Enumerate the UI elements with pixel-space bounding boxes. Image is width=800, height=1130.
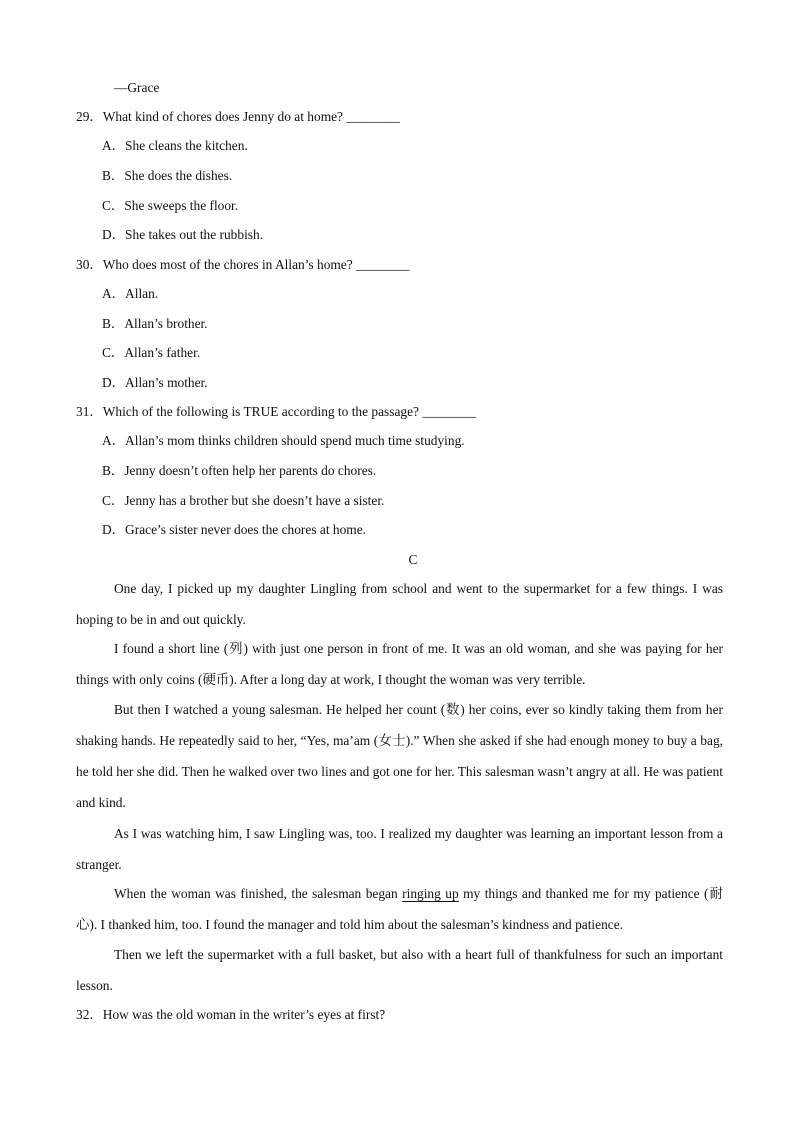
section-label: C bbox=[408, 552, 418, 567]
question-30-stem: 30．Who does most of the chores in Allan’s home? ________ bbox=[76, 257, 410, 272]
paragraph-5-text-after: my things and thanked me for my patience (耐心). I thanked him, too. I found the manager and told him about the salesman’s kindness and patience. bbox=[76, 886, 723, 932]
question-29-option-a: A．She cleans the kitchen. bbox=[102, 138, 248, 153]
question-30-option-b: B．Allan’s brother. bbox=[102, 316, 208, 331]
question-31-option-c: C．Jenny has a brother but she doesn’t have a sister. bbox=[102, 493, 385, 508]
question-30-option-c: C．Allan’s father. bbox=[102, 345, 201, 360]
question-29-stem: 29．What kind of chores does Jenny do at home? ________ bbox=[76, 109, 400, 124]
question-30-option-a: A．Allan. bbox=[102, 286, 159, 301]
paragraph-5-text-before: When the woman was finished, the salesman began bbox=[114, 886, 403, 901]
letter-signature: —Grace bbox=[114, 80, 160, 95]
passage-paragraph-2: I found a short line (列) with just one person in front of me. It was an old woman, and she was paying for her things with only coins (硬币). After a long day at work, I thought the woman was very terrible. bbox=[76, 641, 723, 687]
question-29-option-c: C．She sweeps the floor. bbox=[102, 198, 239, 213]
question-31-stem: 31．Which of the following is TRUE according to the passage? ________ bbox=[76, 404, 476, 419]
question-30-option-d: D．Allan’s mother. bbox=[102, 375, 208, 390]
passage-paragraph-6: Then we left the supermarket with a full basket, but also with a heart full of thankfulness for such an important lesson. bbox=[76, 947, 723, 993]
question-32-stem: 32．How was the old woman in the writer’s eyes at first? bbox=[76, 1007, 386, 1022]
underlined-phrase: ringing up bbox=[402, 886, 459, 901]
question-29-option-d: D．She takes out the rubbish. bbox=[102, 227, 264, 242]
passage-paragraph-5 bbox=[76, 878, 723, 940]
question-31-option-a: A．Allan’s mom thinks children should spend much time studying. bbox=[102, 433, 465, 448]
passage-paragraph-3: But then I watched a young salesman. He helped her count (数) her coins, ever so kindly taking them from her shaking hands. He repeatedly said to her, “Yes, ma’am (女士).” When she asked if she had enough money to buy a bag, he told her she did. Then he walked over two lines and got one for her. This salesman wasn’t angry at all. He was patient and kind. bbox=[76, 702, 723, 810]
passage-paragraph-4: As I was watching him, I saw Lingling was, too. I realized my daughter was learning an important lesson from a stranger. bbox=[76, 826, 723, 872]
question-29-option-b: B．She does the dishes. bbox=[102, 168, 233, 183]
question-31-option-d: D．Grace’s sister never does the chores at home. bbox=[102, 522, 367, 537]
passage-paragraph-1: One day, I picked up my daughter Lingling from school and went to the supermarket for a few things. I was hoping to be in and out quickly. bbox=[76, 581, 723, 627]
question-31-option-b: B．Jenny doesn’t often help her parents do chores. bbox=[102, 463, 377, 478]
